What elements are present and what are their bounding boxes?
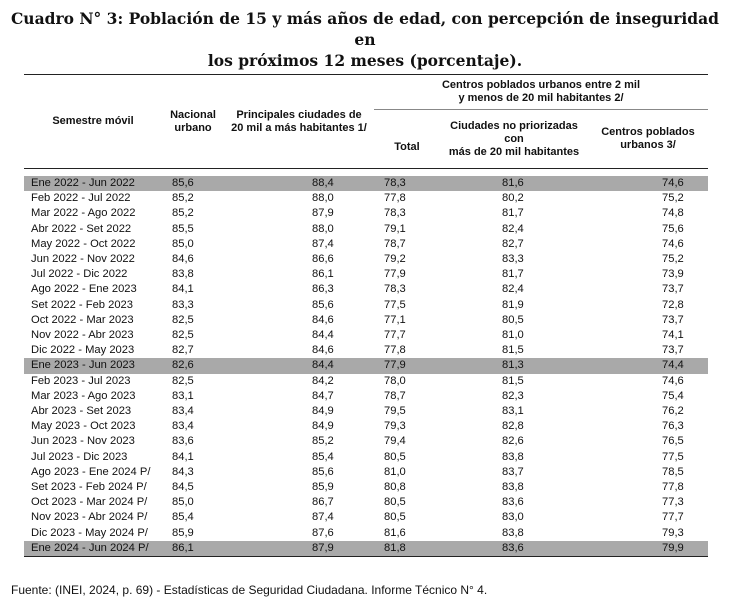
cell-total: 79,3	[384, 420, 406, 433]
header-no-priorizadas	[440, 110, 588, 169]
cell-total: 77,7	[384, 329, 406, 342]
cell-no-priorizadas: 81,3	[440, 358, 588, 373]
cell-no-priorizadas: 81,0	[502, 329, 524, 342]
table-row	[24, 389, 708, 404]
cell-principales: 87,6	[312, 526, 334, 539]
cell-centros-poblados: 75,2	[662, 192, 684, 205]
cell-centros-poblados: 74,6	[662, 374, 684, 387]
cell-principales: 85,9	[312, 481, 334, 494]
table-row	[24, 495, 708, 510]
cell-principales: 87,9	[312, 207, 334, 220]
cell-centros-poblados: 77,5	[662, 450, 684, 463]
cell-principales: 87,4	[312, 511, 334, 524]
table-row	[24, 358, 708, 373]
cell-no-priorizadas: 83,8	[502, 481, 524, 494]
cell-no-priorizadas: 83,8	[502, 450, 524, 463]
cell-total: 80,5	[384, 450, 406, 463]
cell-semestre: Dic 2022 - May 2023	[31, 344, 135, 357]
cell-nacional: 83,6	[172, 435, 194, 448]
cell-total: 77,5	[384, 298, 406, 311]
cell-semestre: Feb 2022 - Jul 2022	[31, 192, 131, 205]
header-total-label: Total	[394, 141, 420, 153]
table-container	[24, 74, 708, 557]
cell-semestre: Nov 2023 - Abr 2024 P/	[31, 511, 148, 524]
cell-principales: 87,9	[224, 541, 374, 557]
header-centros-line-2: urbanos 3/	[620, 139, 676, 151]
cell-nacional: 83,8	[172, 268, 194, 281]
cell-total: 80,8	[384, 481, 406, 494]
cell-centros-poblados: 74,4	[588, 358, 708, 373]
cell-nacional: 85,2	[172, 192, 194, 205]
data-table	[24, 74, 708, 557]
header-principales-line-1: Principales ciudades de	[236, 108, 362, 121]
cell-nacional: 84,5	[172, 481, 194, 494]
cell-semestre: Abr 2023 - Set 2023	[31, 405, 132, 418]
cell-semestre: Jul 2022 - Dic 2022	[31, 268, 128, 281]
cell-total: 79,2	[384, 253, 406, 266]
table-header	[24, 75, 708, 169]
cell-semestre: Feb 2023 - Jul 2023	[31, 374, 131, 387]
header-semestre	[24, 75, 162, 169]
cell-centros-poblados: 73,7	[662, 344, 684, 357]
cell-total: 78,3	[374, 176, 440, 191]
table-row	[24, 282, 708, 297]
cell-total: 80,5	[384, 496, 406, 509]
cell-centros-poblados: 76,3	[662, 420, 684, 433]
cell-nacional: 83,3	[172, 298, 194, 311]
cell-semestre: Set 2023 - Feb 2024 P/	[31, 481, 147, 494]
cell-semestre: Dic 2023 - May 2024 P/	[31, 526, 148, 539]
table-row	[24, 374, 708, 389]
cell-nacional: 85,9	[172, 526, 194, 539]
cell-nacional: 82,5	[172, 329, 194, 342]
cell-principales: 85,6	[312, 465, 334, 478]
cell-centros-poblados: 74,1	[662, 329, 684, 342]
cell-no-priorizadas: 81,5	[502, 344, 524, 357]
cell-nacional: 83,4	[172, 420, 194, 433]
cell-semestre: Jun 2022 - Nov 2022	[31, 253, 135, 266]
cell-principales: 88,0	[312, 222, 334, 235]
table-row	[24, 298, 708, 313]
cell-centros-poblados: 75,4	[662, 389, 684, 402]
cell-semestre: May 2022 - Oct 2022	[31, 237, 136, 250]
cell-total: 78,0	[384, 374, 406, 387]
cell-centros-poblados: 75,6	[662, 222, 684, 235]
table-row	[24, 222, 708, 237]
header-row-1	[24, 75, 708, 110]
header-no-priorizadas-line-2: más de 20 mil habitantes	[448, 145, 580, 158]
cell-semestre: Ene 2022 - Jun 2022	[24, 176, 162, 191]
header-nacional-line-2: urbano	[174, 121, 212, 134]
cell-no-priorizadas: 83,0	[502, 511, 524, 524]
cell-centros-poblados: 73,7	[662, 283, 684, 296]
header-semestre-label: Semestre móvil	[52, 115, 134, 127]
cell-total: 81,8	[374, 541, 440, 557]
cell-principales: 88,4	[224, 176, 374, 191]
cell-centros-poblados: 77,8	[662, 481, 684, 494]
table-row	[24, 343, 708, 358]
cell-nacional: 84,1	[172, 450, 194, 463]
header-nacional-line-1: Nacional	[170, 108, 216, 121]
cell-semestre: Mar 2022 - Ago 2022	[31, 207, 136, 220]
cell-no-priorizadas: 83,1	[502, 405, 524, 418]
table-row	[24, 510, 708, 525]
cell-principales: 84,6	[312, 313, 334, 326]
cell-total: 78,3	[384, 283, 406, 296]
cell-no-priorizadas: 83,6	[440, 541, 588, 557]
cell-centros-poblados: 77,7	[662, 511, 684, 524]
cell-semestre: Abr 2022 - Set 2022	[31, 222, 132, 235]
table-row	[24, 465, 708, 480]
cell-no-priorizadas: 83,6	[502, 496, 524, 509]
table-body	[24, 169, 708, 557]
cell-nacional: 86,1	[162, 541, 224, 557]
cell-no-priorizadas: 82,4	[502, 222, 524, 235]
cell-semestre: Oct 2022 - Mar 2023	[31, 313, 134, 326]
cell-semestre: Ene 2023 - Jun 2023	[24, 358, 162, 373]
source-note: Fuente: (INEI, 2024, p. 69) - Estadísticas de Seguridad Ciudadana. Informe Técnico N° 4.	[11, 583, 488, 597]
cell-no-priorizadas: 82,3	[502, 389, 524, 402]
cell-centros-poblados: 79,3	[662, 526, 684, 539]
cell-nacional: 85,6	[162, 176, 224, 191]
cell-centros-poblados: 73,9	[662, 268, 684, 281]
cell-nacional: 85,0	[172, 496, 194, 509]
cell-semestre: Set 2022 - Feb 2023	[31, 298, 134, 311]
table-spacer	[24, 169, 708, 177]
header-total	[374, 110, 440, 169]
cell-nacional: 85,5	[172, 222, 194, 235]
cell-principales: 86,3	[312, 283, 334, 296]
table-title-line-2: los próximos 12 meses (porcentaje).	[207, 51, 523, 70]
cell-nacional: 85,0	[172, 237, 194, 250]
cell-nacional: 82,6	[162, 358, 224, 373]
cell-nacional: 84,1	[172, 283, 194, 296]
cell-centros-poblados: 74,8	[662, 207, 684, 220]
cell-principales: 88,0	[312, 192, 334, 205]
cell-total: 78,7	[384, 389, 406, 402]
cell-no-priorizadas: 83,7	[502, 465, 524, 478]
cell-total: 79,1	[384, 222, 406, 235]
cell-no-priorizadas: 81,9	[502, 298, 524, 311]
cell-principales: 84,4	[224, 358, 374, 373]
table-row	[24, 419, 708, 434]
cell-no-priorizadas: 80,5	[502, 313, 524, 326]
cell-total: 77,9	[384, 268, 406, 281]
cell-total: 81,0	[384, 465, 406, 478]
cell-total: 77,8	[384, 192, 406, 205]
cell-no-priorizadas: 81,6	[440, 176, 588, 191]
cell-nacional: 82,5	[172, 313, 194, 326]
cell-centros-poblados: 72,8	[662, 298, 684, 311]
cell-principales: 85,2	[312, 435, 334, 448]
table-row	[24, 237, 708, 252]
table-row	[24, 526, 708, 541]
cell-semestre: Ago 2023 - Ene 2024 P/	[31, 465, 151, 478]
cell-centros-poblados: 79,9	[588, 541, 708, 557]
cell-nacional: 85,2	[172, 207, 194, 220]
cell-nacional: 83,1	[172, 389, 194, 402]
cell-principales: 84,2	[312, 374, 334, 387]
table-row	[24, 541, 708, 557]
table-row	[24, 252, 708, 267]
cell-principales: 86,7	[312, 496, 334, 509]
table-row	[24, 480, 708, 495]
cell-centros-poblados: 77,3	[662, 496, 684, 509]
cell-nacional: 84,3	[172, 465, 194, 478]
header-group-line-1: Centros poblados urbanos entre 2 mil	[441, 79, 641, 91]
header-principales-line-2: 20 mil a más habitantes 1/	[231, 121, 367, 134]
cell-no-priorizadas: 81,7	[502, 268, 524, 281]
table-row	[24, 267, 708, 282]
header-centros-group	[374, 75, 708, 110]
cell-total: 80,5	[384, 511, 406, 524]
cell-no-priorizadas: 81,7	[502, 207, 524, 220]
cell-semestre: Ago 2022 - Ene 2023	[31, 283, 137, 296]
table-row	[24, 191, 708, 206]
table-row	[24, 450, 708, 465]
cell-no-priorizadas: 82,7	[502, 237, 524, 250]
cell-nacional: 82,7	[172, 344, 194, 357]
cell-centros-poblados: 76,2	[662, 405, 684, 418]
cell-principales: 84,7	[312, 389, 334, 402]
cell-centros-poblados: 76,5	[662, 435, 684, 448]
table-title	[0, 8, 730, 71]
cell-nacional: 83,4	[172, 405, 194, 418]
cell-semestre: Oct 2023 - Mar 2024 P/	[31, 496, 148, 509]
cell-nacional: 82,5	[172, 374, 194, 387]
cell-semestre: Jul 2023 - Dic 2023	[31, 450, 128, 463]
cell-no-priorizadas: 82,8	[502, 420, 524, 433]
cell-principales: 84,9	[312, 405, 334, 418]
cell-semestre: Jun 2023 - Nov 2023	[31, 435, 135, 448]
cell-principales: 84,9	[312, 420, 334, 433]
cell-no-priorizadas: 83,3	[502, 253, 524, 266]
cell-centros-poblados: 73,7	[662, 313, 684, 326]
cell-total: 79,5	[384, 405, 406, 418]
cell-total: 81,6	[384, 526, 406, 539]
cell-total: 78,7	[384, 237, 406, 250]
table-row	[24, 176, 708, 191]
cell-no-priorizadas: 81,5	[502, 374, 524, 387]
cell-semestre: Mar 2023 - Ago 2023	[31, 389, 136, 402]
table-row	[24, 206, 708, 221]
table-row	[24, 328, 708, 343]
cell-total: 77,8	[384, 344, 406, 357]
cell-principales: 84,6	[312, 344, 334, 357]
header-centros-line-1: Centros poblados	[601, 126, 695, 138]
cell-no-priorizadas: 82,4	[502, 283, 524, 296]
cell-nacional: 85,4	[172, 511, 194, 524]
cell-principales: 87,4	[312, 237, 334, 250]
cell-centros-poblados: 75,2	[662, 253, 684, 266]
cell-total: 78,3	[384, 207, 406, 220]
header-no-priorizadas-line-1: Ciudades no priorizadas con	[450, 119, 578, 145]
cell-centros-poblados: 78,5	[662, 465, 684, 478]
cell-centros-poblados: 74,6	[588, 176, 708, 191]
table-row	[24, 434, 708, 449]
cell-semestre: Nov 2022 - Abr 2023	[31, 329, 134, 342]
cell-semestre: Ene 2024 - Jun 2024 P/	[24, 541, 162, 557]
header-group-line-2: y menos de 20 mil habitantes 2/	[458, 92, 624, 104]
cell-nacional: 84,6	[172, 253, 194, 266]
table-title-line-1: Cuadro N° 3: Población de 15 y más años de edad, con percepción de inseguridad en	[10, 9, 720, 49]
table-row	[24, 313, 708, 328]
cell-semestre: May 2023 - Oct 2023	[31, 420, 136, 433]
cell-principales: 85,4	[312, 450, 334, 463]
cell-no-priorizadas: 83,8	[502, 526, 524, 539]
cell-principales: 86,6	[312, 253, 334, 266]
cell-total: 77,9	[374, 358, 440, 373]
header-centros-poblados	[588, 110, 708, 169]
cell-no-priorizadas: 80,2	[502, 192, 524, 205]
cell-principales: 85,6	[312, 298, 334, 311]
header-nacional	[162, 75, 224, 169]
cell-no-priorizadas: 82,6	[502, 435, 524, 448]
cell-principales: 84,4	[312, 329, 334, 342]
cell-principales: 86,1	[312, 268, 334, 281]
cell-total: 77,1	[384, 313, 406, 326]
cell-centros-poblados: 74,6	[662, 237, 684, 250]
header-principales	[224, 75, 374, 169]
table-row	[24, 404, 708, 419]
cell-total: 79,4	[384, 435, 406, 448]
